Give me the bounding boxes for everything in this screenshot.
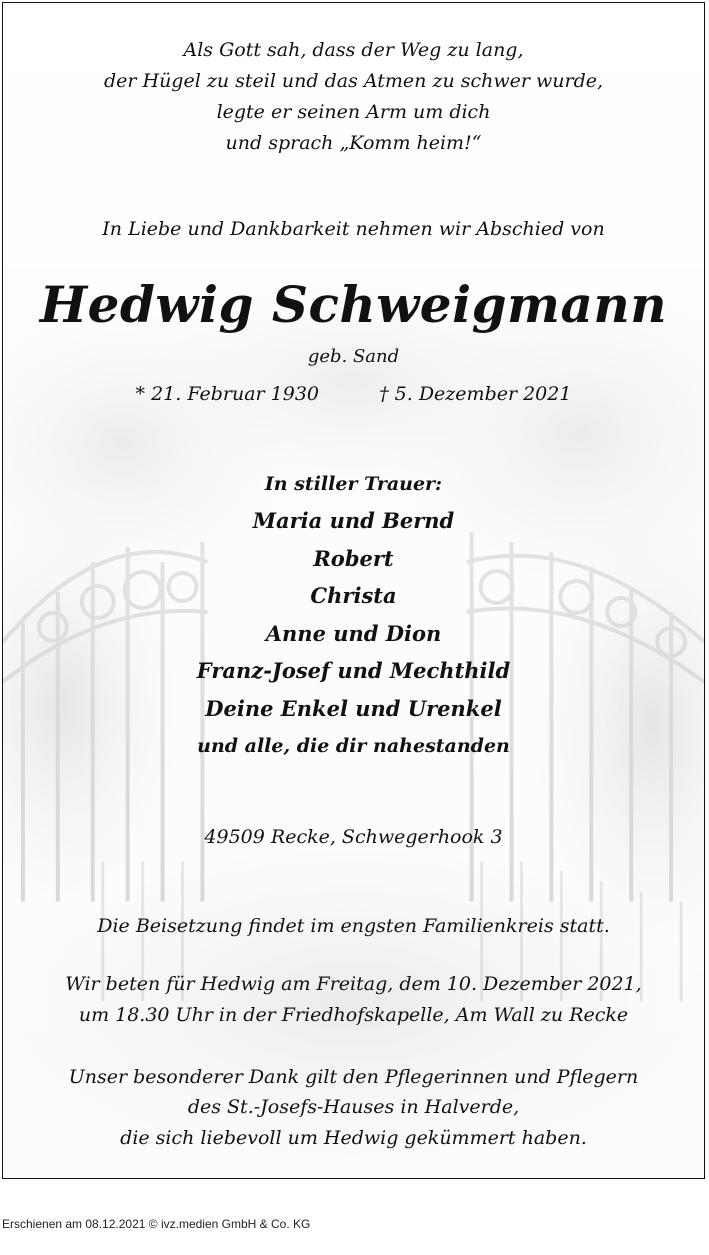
farewell-intro: In Liebe und Dankbarkeit nehmen wir Abschied von [102,218,605,240]
life-dates [3,383,704,405]
poem-line-4: und sprach „Komm heim!“ [225,132,482,154]
mourner-2: Robert [313,546,394,571]
mourners-label: In stiller Trauer: [264,473,443,495]
birth-date: * 21. Februar 1930 [135,383,320,405]
address: 49509 Recke, Schwegerhook 3 [204,826,503,848]
mourner-6: Deine Enkel und Urenkel [205,696,502,721]
mourner-4: Anne und Dion [265,621,442,646]
mourner-3: Christa [310,583,397,608]
prayer-line-2: um 18.30 Uhr in der Friedhofskapelle, Am Wall zu Recke [78,1004,629,1026]
death-date: † 5. Dezember 2021 [379,383,572,405]
poem-line-3: legte er seinen Arm um dich [216,101,491,123]
poem-line-2: der Hügel zu steil und das Atmen zu schwer wurde, [103,70,604,92]
burial-info: Die Beisetzung findet im engsten Familienkreis statt. [97,915,610,937]
mourners-closing: und alle, die dir nahestanden [197,735,510,757]
deceased-name: Hedwig Schweigmann [39,275,668,334]
prayer-line-1: Wir beten für Hedwig am Freitag, dem 10. Dezember 2021, [65,973,642,995]
mourner-5: Franz-Josef und Mechthild [196,658,511,683]
poem-line-1: Als Gott sah, dass der Weg zu lang, [183,39,524,61]
thanks-line-1: Unser besonderer Dank gilt den Pflegerinnen und Pflegern [68,1066,639,1088]
maiden-name: geb. Sand [307,346,400,367]
publication-footer: Erschienen am 08.12.2021 © ivz.medien GmbH & Co. KG [2,1217,311,1231]
obituary-notice [2,2,705,1179]
thanks-line-3: die sich liebevoll um Hedwig gekümmert haben. [120,1127,587,1149]
mourner-1: Maria und Bernd [252,508,455,533]
thanks-line-2: des St.-Josefs-Hauses in Halverde, [187,1096,520,1118]
